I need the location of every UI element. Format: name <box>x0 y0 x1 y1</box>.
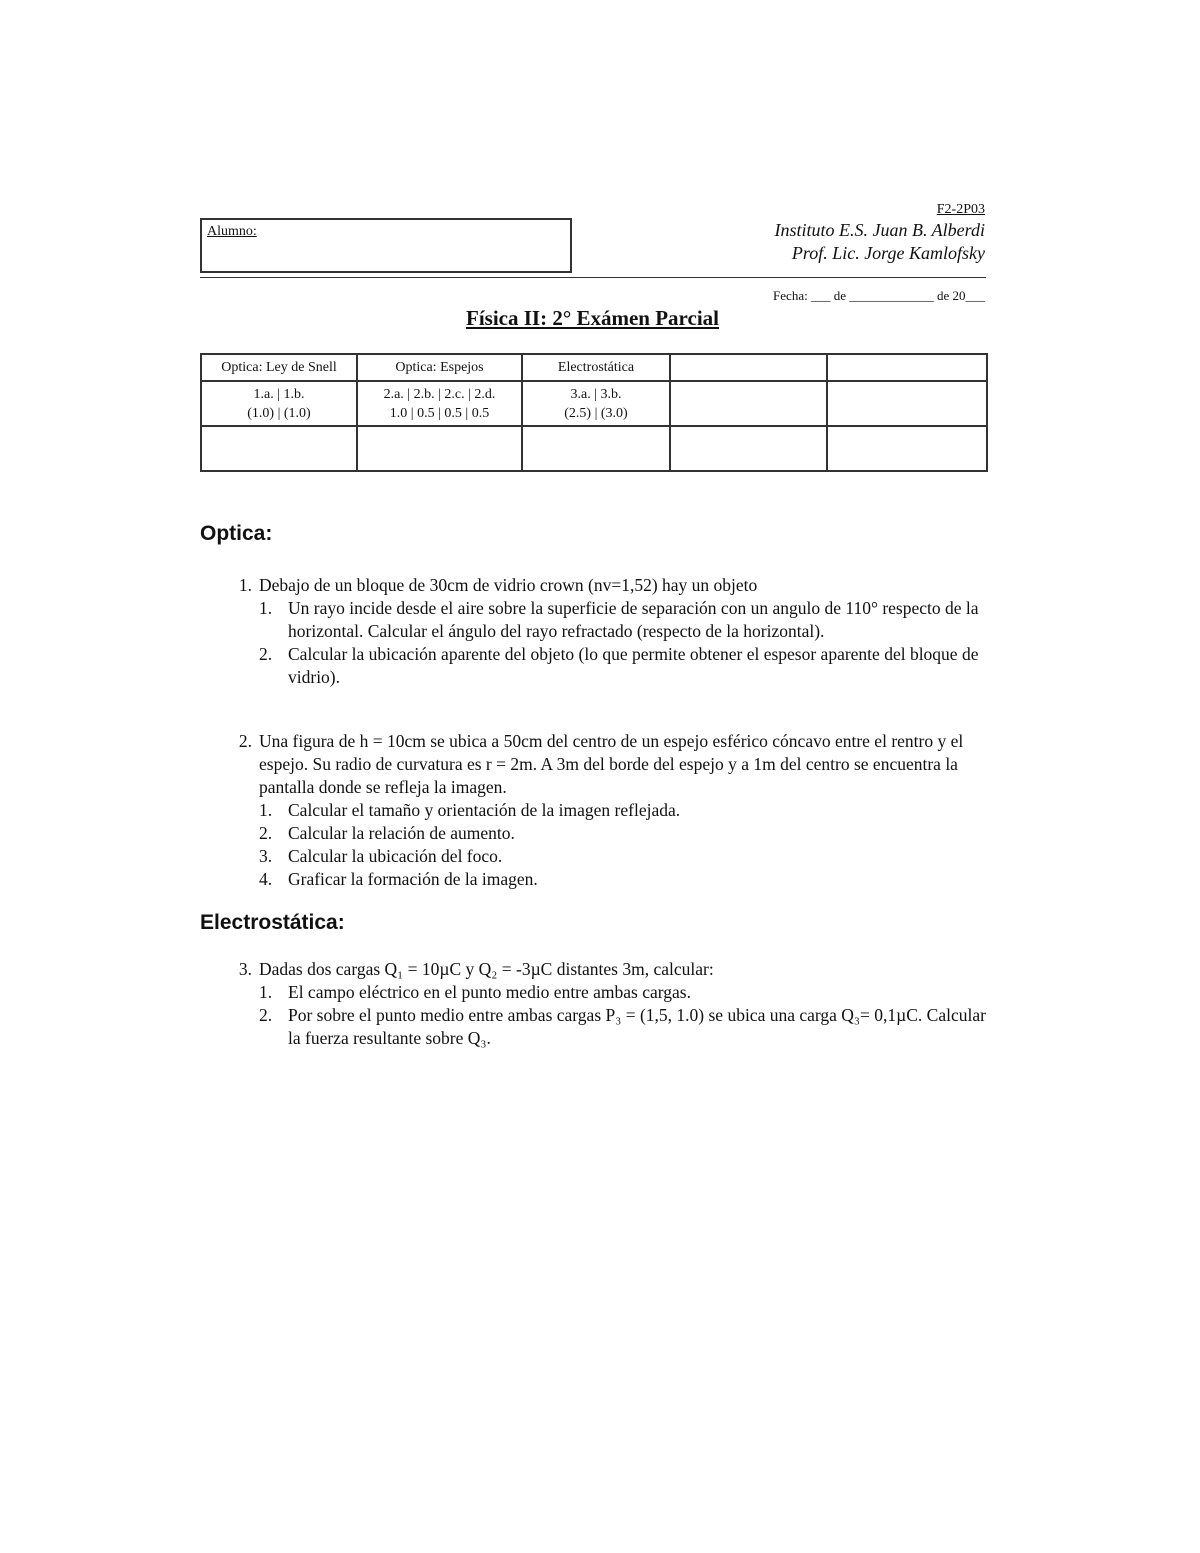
grades-score-cell[interactable] <box>827 426 987 471</box>
grades-item-cell <box>522 381 670 426</box>
grades-table <box>200 353 988 472</box>
grades-header-cell: Optica: Ley de Snell <box>201 354 357 381</box>
grades-header-cell <box>827 354 987 381</box>
grades-score-cell[interactable] <box>357 426 522 471</box>
date-line: Fecha: ___ de _____________ de 20___ <box>773 288 985 303</box>
grades-header-cell <box>670 354 827 381</box>
grades-item-labels: 2.a. | 2.b. | 2.c. | 2.d. <box>383 386 496 402</box>
question-2 <box>228 730 998 891</box>
grades-item-cell <box>670 381 827 426</box>
sub-question-text: Un rayo incide desde el aire sobre la superficie de separación con un angulo de 110° respecto de la horizontal. Calcular el ángulo del rayo refractado (respecto de la horizontal). <box>288 598 979 641</box>
sub-question <box>259 981 998 1004</box>
sub-question <box>259 822 998 845</box>
sub-question-number: 2. <box>259 823 273 843</box>
sub-question-text: Calcular la ubicación del foco. <box>288 846 503 866</box>
grades-score-cell[interactable] <box>670 426 827 471</box>
header-divider <box>200 277 986 278</box>
sub-question <box>259 643 998 689</box>
document-code: F2-2P03 <box>936 202 985 217</box>
question-number: 3. <box>238 959 252 979</box>
institute-name: Instituto E.S. Juan B. Alberdi <box>774 220 985 240</box>
sub-question-number: 2. <box>259 1005 273 1025</box>
question-text: Una figura de h = 10cm se ubica a 50cm del centro de un espejo esférico cóncavo entre el rentro y el espejo. Su radio de curvatura es r = 2m. A 3m del borde del espejo y a 1m del centro se encuentra la pantalla donde se refleja la imagen. <box>259 731 964 797</box>
sub-question-text: Graficar la formación de la imagen. <box>288 869 538 889</box>
grades-item-cell <box>201 381 357 426</box>
question-1 <box>228 574 998 689</box>
grades-header-row <box>201 354 987 381</box>
sub-question-text: Calcular la relación de aumento. <box>288 823 515 843</box>
sub-question-text: Calcular el tamaño y orientación de la imagen reflejada. <box>288 800 681 820</box>
grades-item-labels: 1.a. | 1.b. <box>253 386 305 402</box>
question-text: Debajo de un bloque de 30cm de vidrio crown (nv=1,52) hay un objeto <box>259 575 758 595</box>
sub-question-text: Por sobre el punto medio entre ambas cargas P₃ = (1,5, 1.0) se ubica una carga Q₃= 0,1µC. Calcular la fuerza resultante sobre Q₃. <box>288 1005 986 1048</box>
section-heading-optica: Optica: <box>200 522 273 545</box>
grades-item-cell <box>827 381 987 426</box>
grades-item-points: (1.0) | (1.0) <box>247 405 311 421</box>
sub-question-number: 4. <box>259 869 273 889</box>
question-number: 1. <box>238 575 252 595</box>
grades-score-cell[interactable] <box>201 426 357 471</box>
grades-item-points: (2.5) | (3.0) <box>564 405 628 421</box>
grades-header-cell: Optica: Espejos <box>357 354 522 381</box>
sub-question <box>259 845 998 868</box>
sub-question <box>259 1004 998 1050</box>
grades-items-row <box>201 381 987 426</box>
sub-question-number: 1. <box>259 800 273 820</box>
grades-score-cell[interactable] <box>522 426 670 471</box>
professor-name: Prof. Lic. Jorge Kamlofsky <box>791 243 985 263</box>
sub-question <box>259 868 998 891</box>
question-number: 2. <box>238 731 252 751</box>
student-name-label: Alumno: <box>207 224 257 239</box>
sub-question-number: 1. <box>259 982 273 1002</box>
grades-item-points: 1.0 | 0.5 | 0.5 | 0.5 <box>389 405 490 421</box>
question-text: Dadas dos cargas Q₁ = 10µC y Q₂ = -3µC distantes 3m, calcular: <box>259 959 714 979</box>
grades-header-cell: Electrostática <box>522 354 670 381</box>
sub-question-text: El campo eléctrico en el punto medio entre ambas cargas. <box>288 982 691 1002</box>
sub-question-text: Calcular la ubicación aparente del objeto (lo que permite obtener el espesor aparente del bloque de vidrio). <box>288 644 979 687</box>
sub-question-number: 3. <box>259 846 273 866</box>
grades-item-cell <box>357 381 522 426</box>
sub-question-number: 1. <box>259 598 273 618</box>
sub-question <box>259 799 998 822</box>
student-name-box[interactable] <box>200 218 572 273</box>
sub-question <box>259 597 998 643</box>
grades-item-labels: 3.a. | 3.b. <box>570 386 622 402</box>
exam-title: Física II: 2° Exámen Parcial <box>466 306 719 330</box>
question-3 <box>228 958 998 1050</box>
grades-score-row <box>201 426 987 471</box>
sub-question-number: 2. <box>259 644 273 664</box>
section-heading-electrostatica: Electrostática: <box>200 911 345 934</box>
